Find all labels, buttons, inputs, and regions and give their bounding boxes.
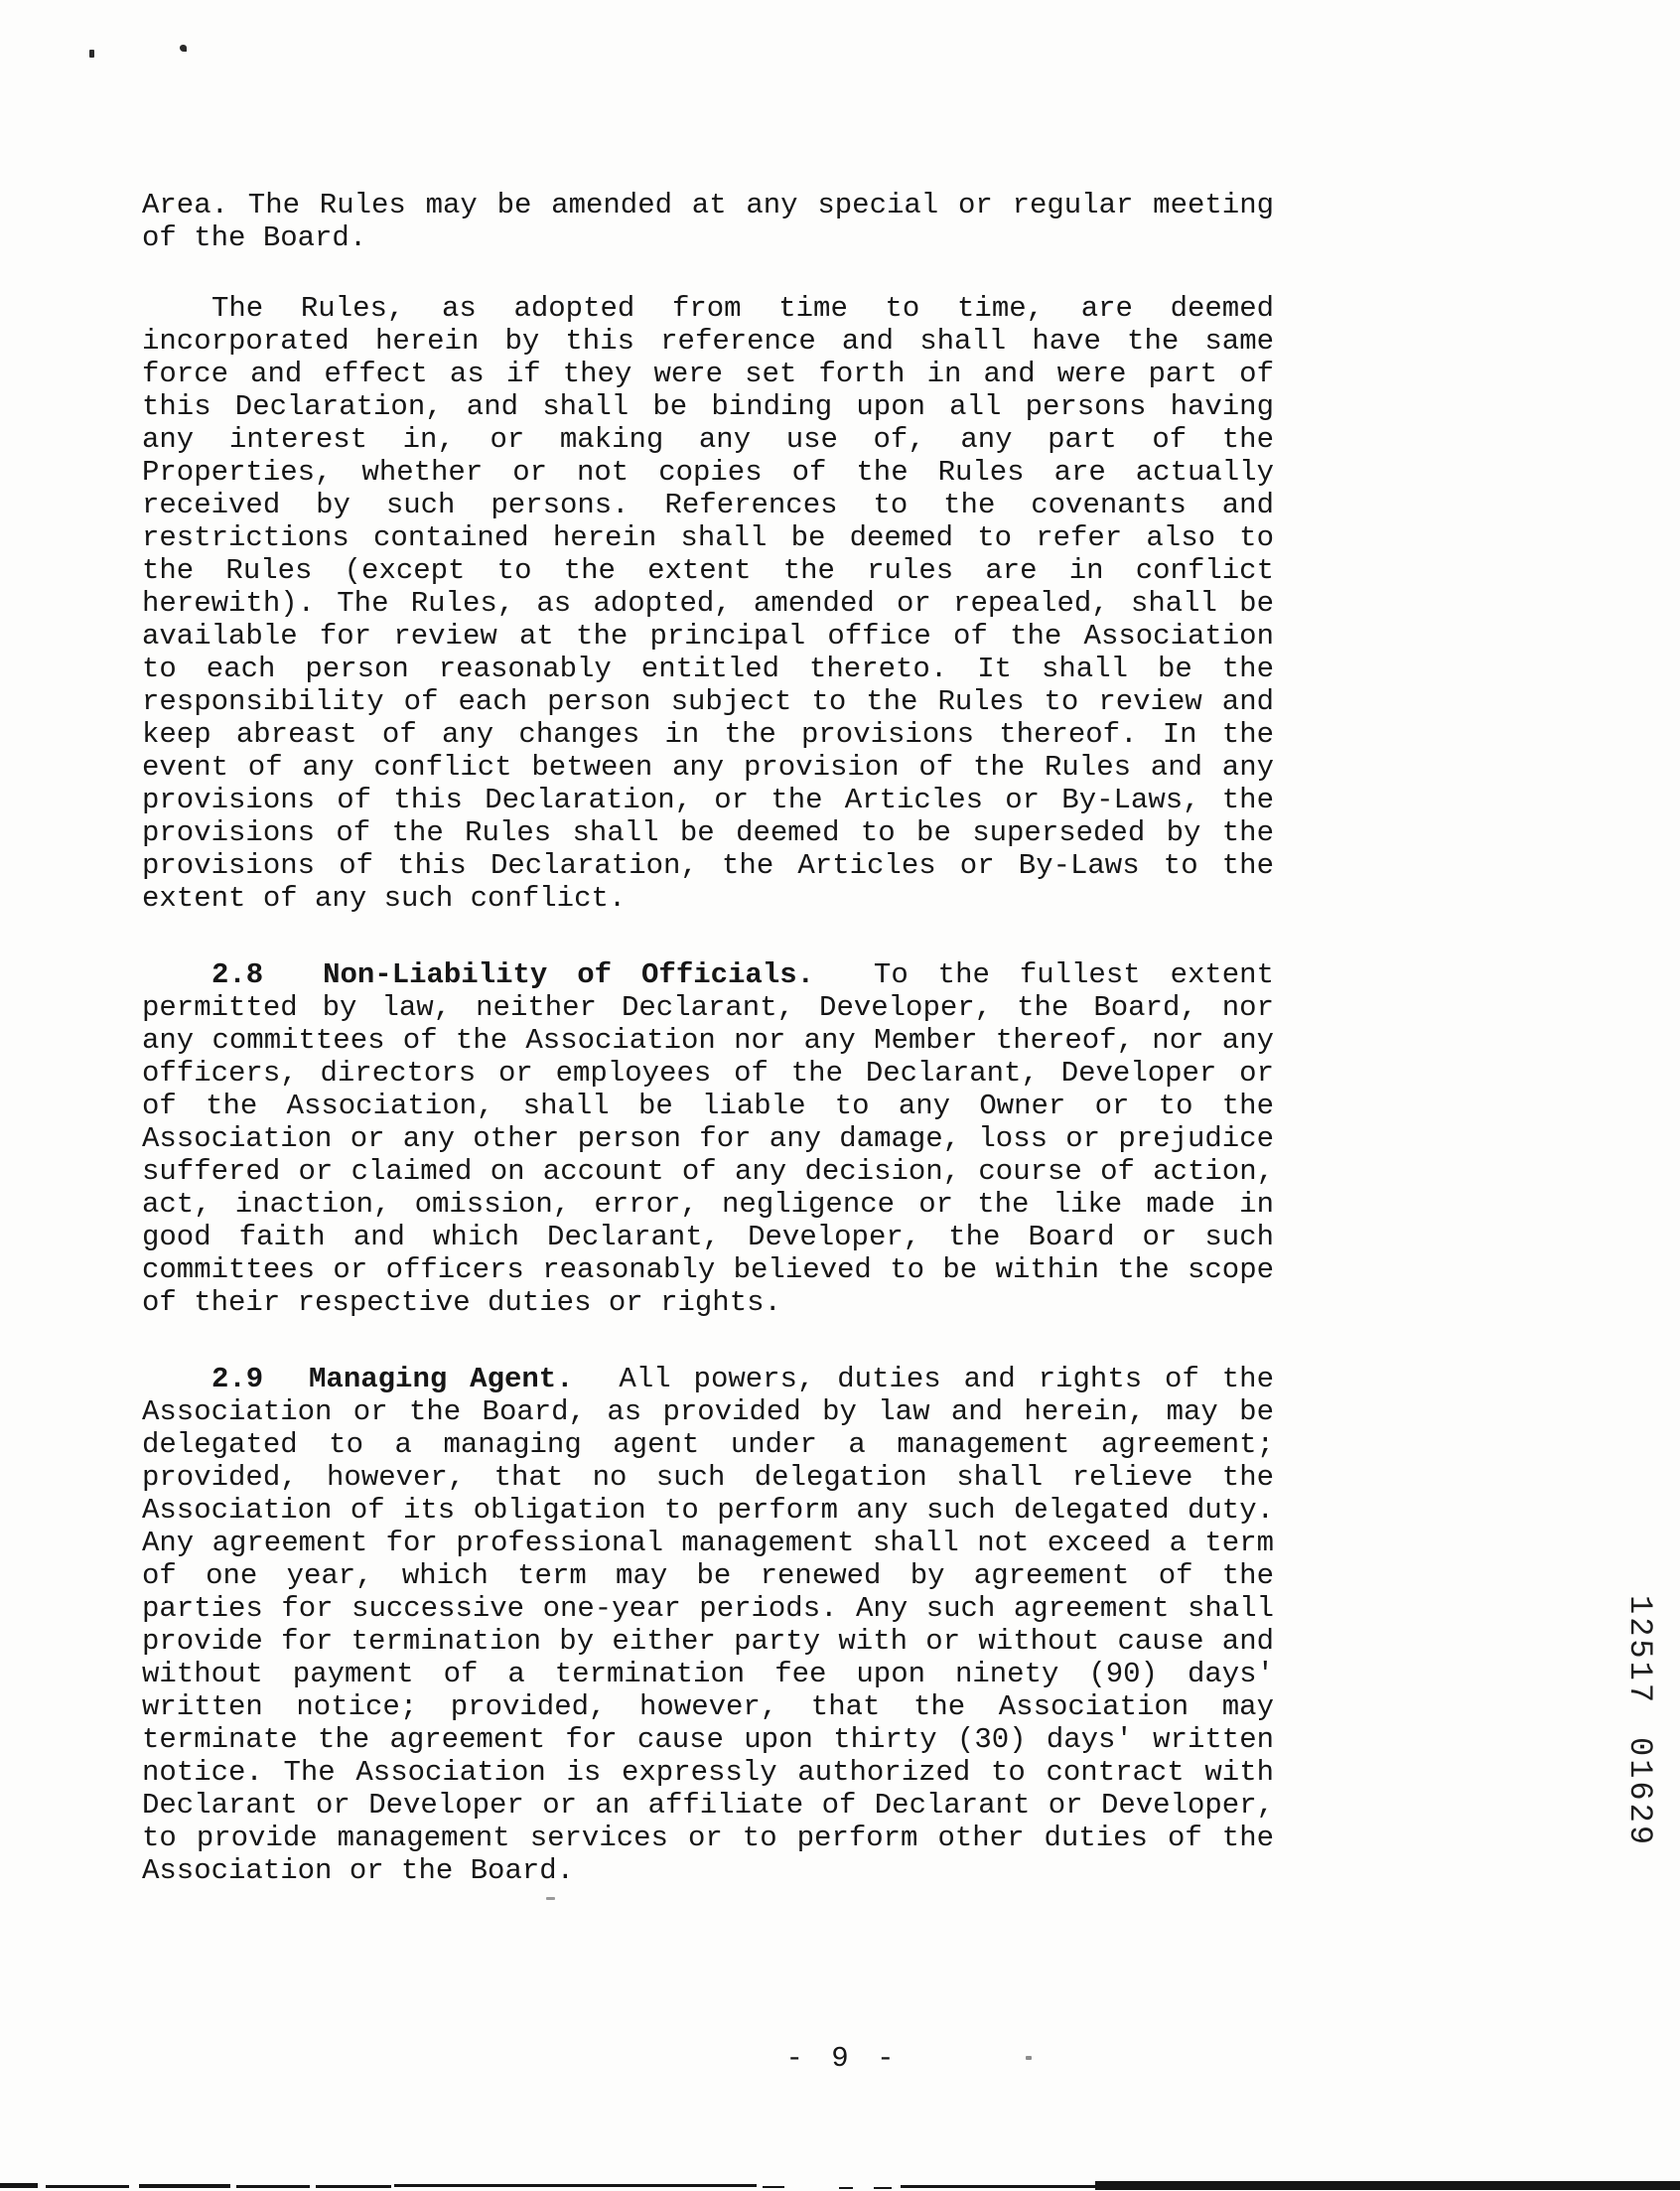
recorder-stamp-book-number: 12517 xyxy=(1621,1595,1658,1706)
scan-artifact-line xyxy=(874,2187,892,2189)
scan-speck xyxy=(1026,2056,1032,2060)
section-2-9-heading: 2.9 Managing Agent. xyxy=(211,1363,620,1395)
scan-artifact-line xyxy=(1095,2181,1680,2190)
scan-speck xyxy=(89,50,94,58)
scan-artifact-line xyxy=(839,2187,853,2189)
scan-artifact-line xyxy=(236,2185,310,2188)
scan-artifact-line xyxy=(0,2183,38,2188)
page-number: - 9 - xyxy=(785,2042,895,2075)
scan-artifact-line xyxy=(763,2186,784,2188)
scan-speck xyxy=(546,1897,555,1900)
section-2-9-body: All powers, duties and rights of the Association or the Board, as provided by law and herein, may be delegated to a managing agent under a management agreement; provided, however, that no such delegation shall relieve the Association of its obligation to perform any such delegated duty. Any agreement for professional management shall not exceed a term of one year, which term may be renewed by agreement of the parties for successive one-year periods. Any such agreement shall provide for termination by either party with or without cause and without payment of a termination fee upon ninety (90) days' written notice; provided, however, that the Association may terminate the agreement for cause upon thirty (30) days' written notice. The Association is expressly authorized to contract with Declarant or Developer or an affiliate of Declarant or Developer, to provide management services or to perform other duties of the Association or the Board. xyxy=(142,1363,1274,1887)
continuation-paragraph: Area. The Rules may be amended at any special or regular meeting of the Board. xyxy=(142,189,1274,254)
recorder-stamp xyxy=(1622,1595,1656,1847)
scan-speck xyxy=(180,45,187,52)
document-page xyxy=(142,189,1274,1887)
section-2-8-paragraph xyxy=(142,958,1274,1319)
scan-artifact-line xyxy=(901,2185,1095,2188)
scan-artifact-line xyxy=(394,2184,757,2187)
section-2-8-body: To the fullest extent permitted by law, neither Declarant, Developer, the Board, nor any committees of the Association nor any Member thereof, nor any officers, directors or employees of the Declarant, Developer or of the Association, shall be liable to any Owner or to the Association or any other person for any damage, loss or prejudice suffered or claimed on account of any decision, course of action, act, inaction, omission, error, negligence or the like made in good faith and which Declarant, Developer, the Board or such committees or officers reasonably believed to be within the scope of their respective duties or rights. xyxy=(142,958,1274,1319)
section-2-9-paragraph xyxy=(142,1363,1274,1887)
section-2-8-heading: 2.8 Non-Liability of Officials. xyxy=(211,958,874,991)
rules-paragraph: The Rules, as adopted from time to time, are deemed incorporated herein by this reference and shall have the same force and effect as if they were set forth in and were part of this Declaration, and shall be binding upon all persons having any interest in, or making any use of, any part of the Properties, whether or not copies of the Rules are actually received by such persons. References to the covenants and restrictions contained herein shall be deemed to refer also to the Rules (except to the extent the rules are in conflict herewith). The Rules, as adopted, amended or repealed, shall be available for review at the principal office of the Association to each person reasonably entitled thereto. It shall be the responsibility of each person subject to the Rules to review and keep abreast of any changes in the provisions thereof. In the event of any conflict between any provision of the Rules and any provisions of this Declaration, or the Articles or By-Laws, the provisions of the Rules shall be deemed to be superseded by the provisions of this Declaration, the Articles or By-Laws to the extent of any such conflict. xyxy=(142,292,1274,915)
scan-artifact-line xyxy=(316,2185,391,2188)
scan-artifact-line xyxy=(139,2184,230,2188)
scan-artifact-line xyxy=(46,2185,129,2188)
recorder-stamp-page-number: 01629 xyxy=(1621,1737,1658,1848)
